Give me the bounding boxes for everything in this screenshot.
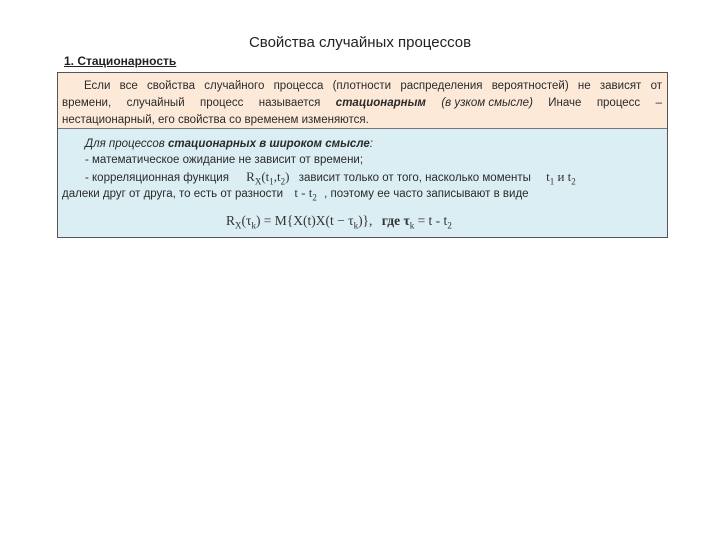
formula-close: ) xyxy=(285,169,290,184)
formula-lhs: R xyxy=(226,213,236,228)
formula-mid: (τ xyxy=(241,213,252,228)
word: все xyxy=(119,80,138,92)
item-difference xyxy=(62,185,529,206)
word: зависят xyxy=(599,80,642,92)
item-correlation-prefix: - корреляционная функция xyxy=(85,172,229,184)
moment-t2: и t xyxy=(557,169,572,184)
sub-k: k xyxy=(353,220,359,231)
word: Если xyxy=(84,80,111,92)
formula-where-rhs: = t - t xyxy=(417,213,448,228)
heading-suffix: : xyxy=(369,138,373,150)
wide-sense-heading xyxy=(85,137,373,152)
sub-1: 1 xyxy=(549,176,555,187)
formula-r: R xyxy=(246,169,255,184)
term-narrow-sense: (в узком смысле) xyxy=(441,97,533,109)
word: времени, xyxy=(62,97,112,109)
word: не xyxy=(577,80,591,92)
difference-formula xyxy=(294,185,317,203)
word: называется xyxy=(258,97,321,109)
formula-where: где τ xyxy=(381,213,410,228)
word: процесс xyxy=(200,97,244,109)
sub-x: X xyxy=(235,220,242,231)
word: – xyxy=(655,97,662,109)
sub-2: 2 xyxy=(447,220,452,231)
sub-k: k xyxy=(409,220,415,231)
difference-suffix: , поэтому ее часто записывают в виде xyxy=(324,188,529,200)
sub-2: 2 xyxy=(571,176,576,187)
sub-2: 2 xyxy=(312,192,317,203)
formula-sub: X xyxy=(254,176,262,187)
word: вероятностей) xyxy=(491,80,569,92)
section-heading: 1. Стационарность xyxy=(64,54,177,68)
term-wide-sense: стационарных в широком смысле xyxy=(167,138,370,150)
stationary-correlation-formula xyxy=(226,213,452,234)
term-stationary: стационарным xyxy=(335,97,426,109)
definition-line-3-text: нестационарный, его свойства со временем изменяются. xyxy=(62,114,369,126)
moments-formula xyxy=(546,169,576,187)
difference-prefix: далеки друг от друга, то есть от разности xyxy=(62,188,284,200)
word: (плотности xyxy=(332,80,392,92)
sub-1: 1 xyxy=(269,176,274,187)
heading-prefix: Для процессов xyxy=(85,138,168,150)
content-frame xyxy=(57,72,668,238)
word: Иначе xyxy=(548,97,582,109)
word: процесса xyxy=(273,80,324,92)
word: от xyxy=(650,80,662,92)
word: свойства xyxy=(147,80,195,92)
word: случайного xyxy=(204,80,265,92)
item-correlation-suffix: зависит только от того, насколько моменты xyxy=(298,172,531,184)
word: процесс xyxy=(596,97,641,109)
moment-t1: t xyxy=(546,169,550,184)
correlation-formula xyxy=(246,169,290,187)
formula-args-2: ,t xyxy=(273,169,281,184)
sub-2: 2 xyxy=(280,176,286,187)
slide-title: Свойства случайных процессов xyxy=(248,34,472,51)
formula-rhs: ) = M{X(t)X(t − τ xyxy=(255,213,354,228)
definition-box xyxy=(58,73,667,129)
definition-line-1 xyxy=(62,78,662,95)
sub-k: k xyxy=(251,220,256,231)
item-expectation: - математическое ожидание не зависит от времени; xyxy=(85,154,364,166)
definition-line-3 xyxy=(62,112,662,129)
formula-end: )}, xyxy=(358,213,373,228)
word: случайный xyxy=(126,97,185,109)
wide-sense-box xyxy=(58,129,667,237)
word: распределения xyxy=(400,80,483,92)
formula-args: (t xyxy=(261,169,270,184)
definition-line-2 xyxy=(62,95,662,112)
difference-value: t - t xyxy=(294,185,313,200)
